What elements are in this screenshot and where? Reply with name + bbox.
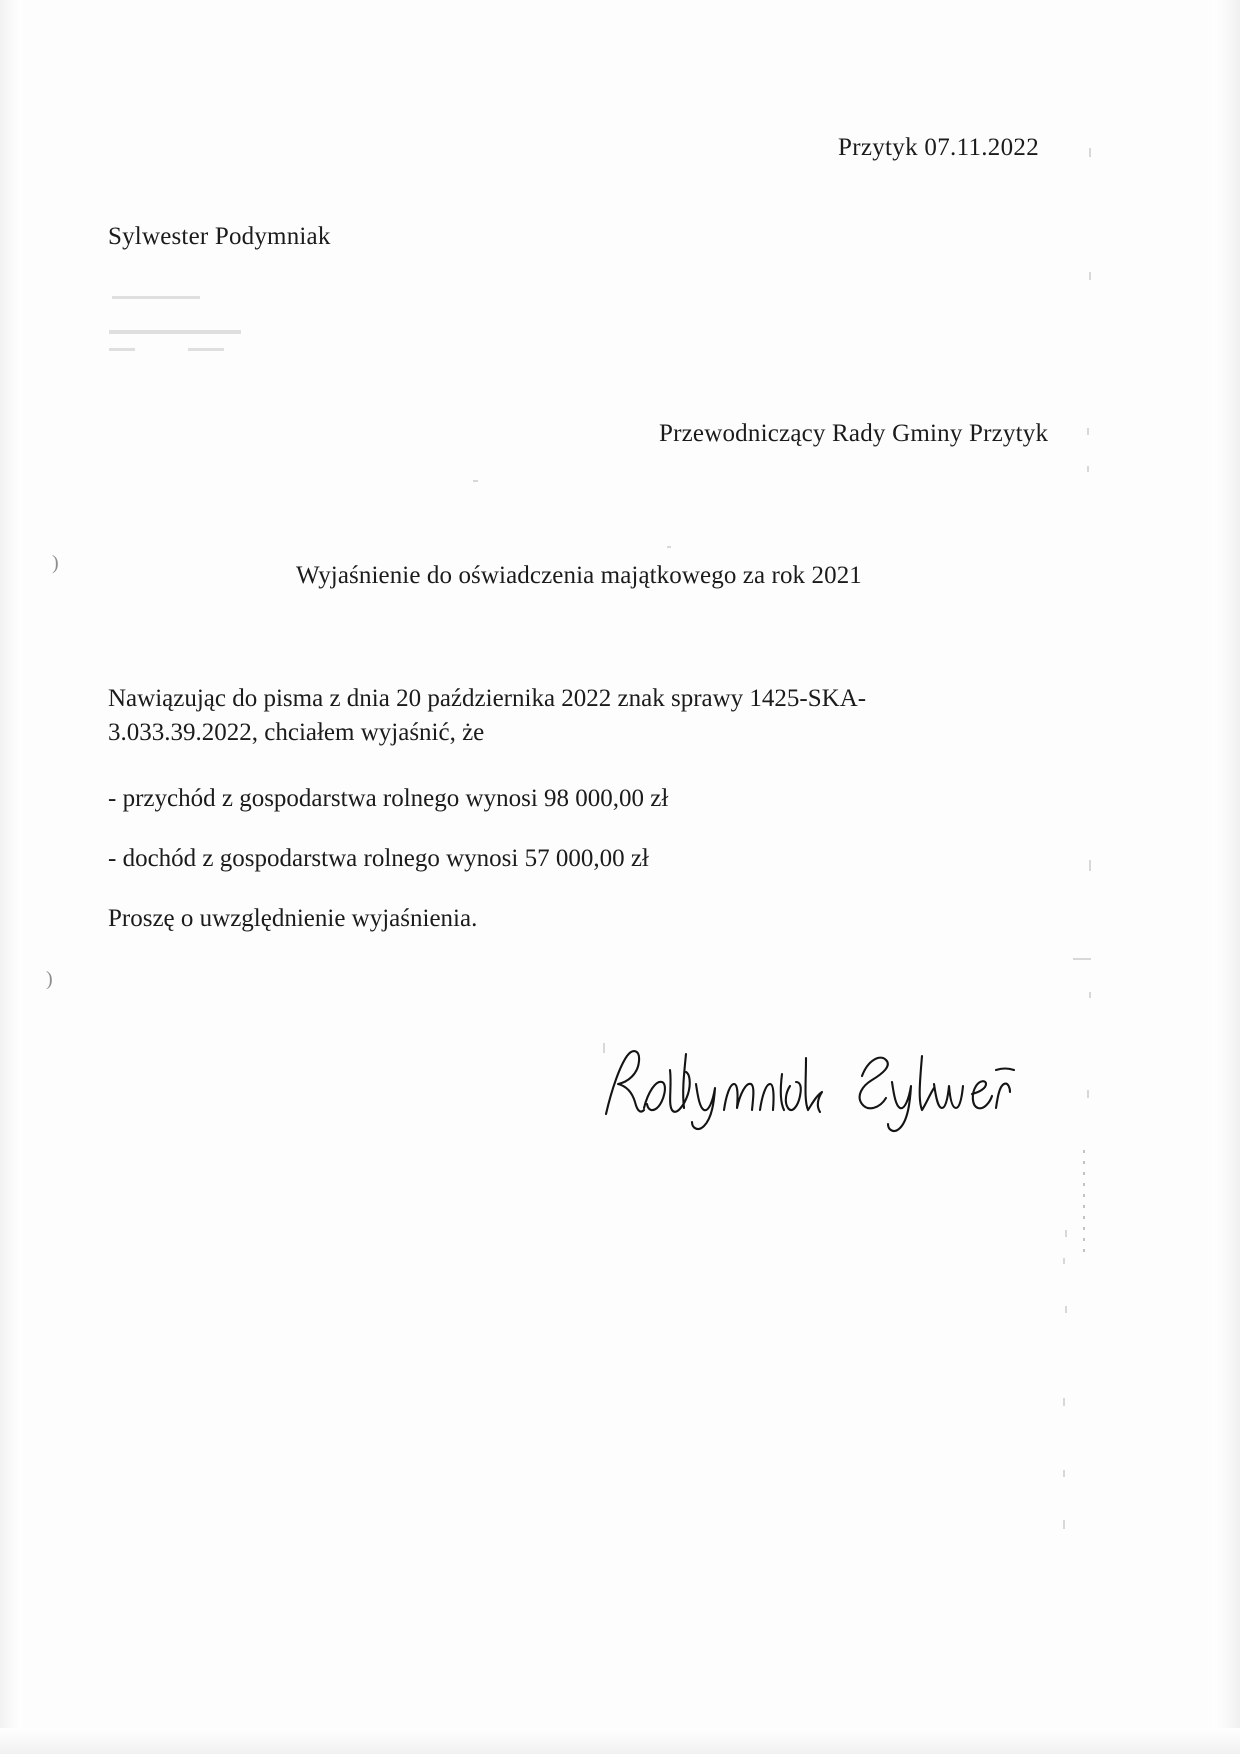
scan-speck: [1089, 860, 1091, 871]
scan-speck: [1063, 1398, 1065, 1406]
redacted-address-line: [188, 348, 224, 351]
document-date: Przytyk 07.11.2022: [838, 134, 1039, 161]
body-paragraph-intro: Nawiązując do pisma z dnia 20 października 2022 znak sprawy 1425-SKA-3.033.39.2022, chciałem wyjaśnić, że: [108, 685, 867, 746]
scan-speck: [1089, 148, 1091, 157]
scan-speck: [473, 480, 478, 482]
scan-speck: [1089, 992, 1091, 998]
body-paragraph-request: Proszę o uwzględnienie wyjaśnienia.: [108, 905, 478, 932]
sender-name: Sylwester Podymniak: [108, 223, 331, 250]
scan-speck: [1063, 1470, 1065, 1477]
scan-speck: [1065, 1230, 1067, 1237]
scan-edge-right: [1212, 0, 1240, 1754]
margin-mark: ): [52, 552, 59, 574]
scan-speck: [1063, 1258, 1065, 1264]
body-paragraph-profit: - dochód z gospodarstwa rolnego wynosi 57 000,00 zł: [108, 845, 649, 872]
body-paragraph-income: - przychód z gospodarstwa rolnego wynosi 98 000,00 zł: [108, 785, 669, 812]
recipient-title: Przewodniczący Rady Gminy Przytyk: [659, 420, 1049, 447]
scan-speck: [1087, 428, 1089, 435]
scan-dotted-line: [1083, 1150, 1085, 1260]
redacted-address-line: [112, 296, 200, 299]
document-body: [108, 682, 1008, 962]
scan-speck: [1063, 1520, 1065, 1529]
scan-speck: [1087, 466, 1089, 472]
scan-speck: [1087, 1090, 1089, 1098]
scan-speck: [1073, 958, 1091, 960]
scan-edge-left: [0, 0, 22, 1754]
redacted-address-line: [109, 330, 241, 334]
margin-mark: ): [46, 968, 53, 990]
scan-speck: [1065, 1306, 1067, 1313]
scan-speck: [1089, 272, 1091, 280]
handwritten-signature: [600, 1030, 1020, 1150]
scan-edge-bottom: [0, 1728, 1240, 1754]
redacted-address-line: [109, 348, 135, 351]
document-subject: Wyjaśnienie do oświadczenia majątkowego za rok 2021: [296, 562, 862, 589]
scan-speck: [667, 546, 671, 548]
